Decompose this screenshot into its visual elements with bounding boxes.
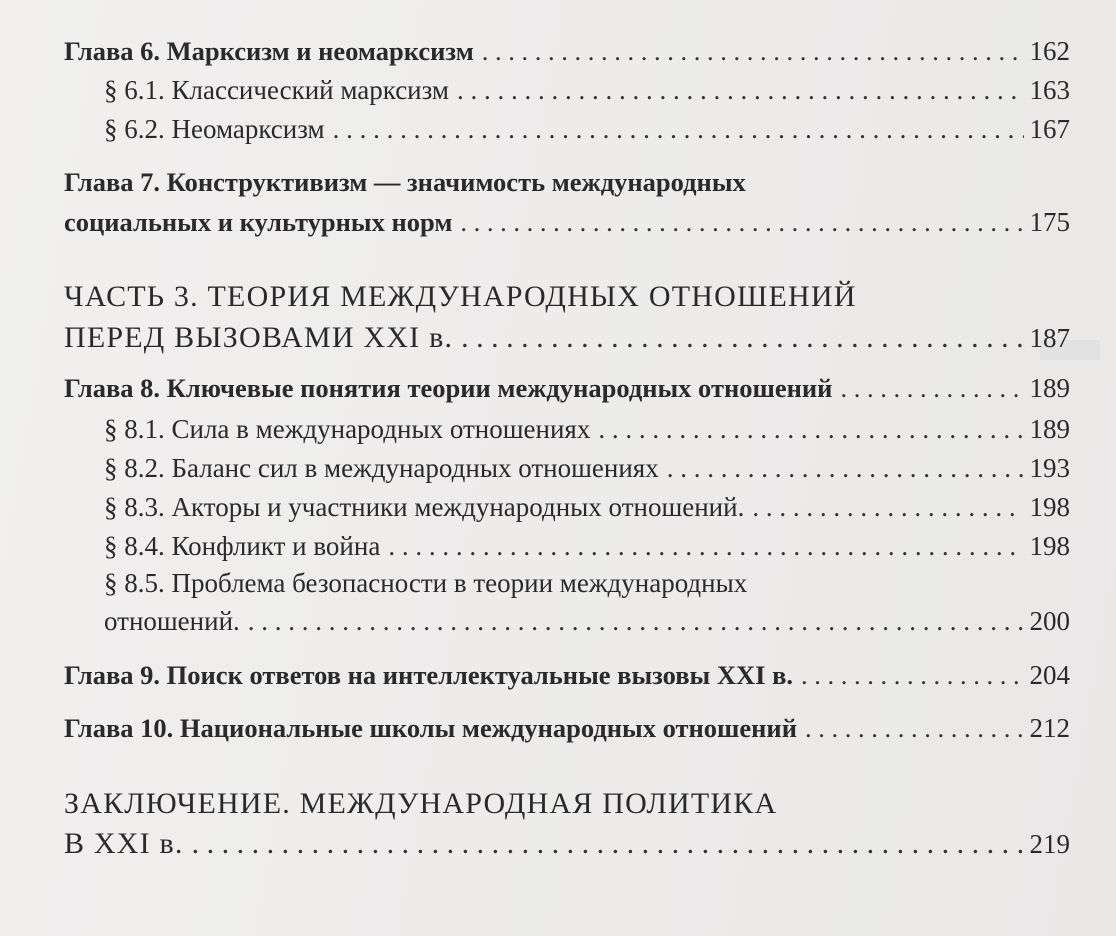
leader-dots [667, 448, 1024, 488]
toc-entry-page: 219 [1029, 829, 1070, 859]
leader-dots [457, 70, 1023, 110]
toc-entry-chapter-8[interactable] [64, 368, 1070, 408]
toc-entry-title: социальных и культурных норм [64, 207, 453, 237]
toc-entry-title: § 8.2. Баланс сил в международных отношениях [104, 453, 659, 483]
leader-dots [805, 708, 1024, 748]
toc-entry-part-3-line1: ЧАСТЬ 3. ТЕОРИЯ МЕЖДУНАРОДНЫХ ОТНОШЕНИЙ [64, 280, 857, 313]
leader-dots [460, 202, 1023, 242]
toc-entry-conclusion[interactable] [64, 824, 1070, 864]
toc-entry-page: 167 [1029, 114, 1070, 144]
leader-dots [801, 655, 1023, 695]
toc-entry-page: 212 [1029, 713, 1070, 743]
leader-dots [461, 318, 1023, 358]
toc-entry-chapter-6[interactable] [64, 31, 1070, 71]
leader-dots [840, 368, 1023, 408]
toc-entry-conclusion-line1: ЗАКЛЮЧЕНИЕ. МЕЖДУНАРОДНАЯ ПОЛИТИКА [64, 787, 778, 820]
toc-entry-title: Глава 6. Марксизм и неомарксизм [64, 36, 474, 66]
leader-dots [752, 487, 1023, 527]
toc-entry-section-8-5[interactable] [104, 601, 1070, 641]
toc-entry-page: 198 [1029, 492, 1070, 522]
leader-dots [192, 824, 1024, 864]
toc-entry-section-8-1[interactable] [104, 409, 1070, 449]
toc-entry-title: Глава 10. Национальные школы международных отношений [64, 713, 797, 743]
toc-entry-title: В XXI в. [64, 827, 184, 860]
toc-entry-title: § 6.2. Неомарксизм [104, 114, 325, 144]
toc-entry-section-8-3[interactable] [104, 487, 1070, 527]
toc-entry-chapter-7[interactable] [64, 202, 1070, 242]
toc-entry-page: 187 [1029, 323, 1070, 353]
toc-entry-chapter-10[interactable] [64, 708, 1070, 748]
toc-entry-title: § 8.3. Акторы и участники международных отношений. [104, 492, 745, 522]
toc-entry-title: § 8.4. Конфликт и война [104, 531, 381, 561]
toc-entry-title: отношений. [104, 606, 240, 636]
toc-entry-title: § 6.1. Классический марксизм [104, 75, 450, 105]
toc-entry-section-6-2[interactable] [104, 109, 1070, 149]
toc-entry-page: 204 [1029, 660, 1070, 690]
toc-entry-page: 162 [1029, 36, 1070, 66]
toc-entry-section-6-1[interactable] [104, 70, 1070, 110]
toc-entry-title: § 8.1. Сила в международных отношениях [104, 414, 591, 444]
toc-entry-chapter-9[interactable] [64, 655, 1070, 695]
toc-entry-page: 189 [1029, 414, 1070, 444]
toc-entry-section-8-4[interactable] [104, 526, 1070, 566]
toc-entry-title: Глава 8. Ключевые понятия теории международных отношений [64, 373, 833, 403]
toc-entry-title: ПЕРЕД ВЫЗОВАМИ XXI в. [64, 321, 454, 354]
toc-entry-page: 189 [1029, 373, 1070, 403]
leader-dots [333, 109, 1024, 149]
toc-entry-page: 163 [1029, 75, 1070, 105]
toc-entry-page: 200 [1029, 606, 1070, 636]
leader-dots [598, 409, 1023, 449]
leader-dots [388, 526, 1023, 566]
toc-entry-page: 175 [1029, 207, 1070, 237]
toc-entry-page: 193 [1029, 453, 1070, 483]
toc-entry-part-3[interactable] [64, 318, 1070, 358]
leader-dots [482, 31, 1024, 71]
leader-dots [248, 601, 1024, 641]
toc-entry-page: 198 [1029, 531, 1070, 561]
toc-entry-title: Глава 9. Поиск ответов на интеллектуальные вызовы XXI в. [64, 660, 794, 690]
toc-entry-section-8-5-line1: § 8.5. Проблема безопасности в теории международных [104, 568, 748, 598]
toc-entry-chapter-7-line1: Глава 7. Конструктивизм — значимость международных [64, 167, 746, 197]
toc-entry-section-8-2[interactable] [104, 448, 1070, 488]
